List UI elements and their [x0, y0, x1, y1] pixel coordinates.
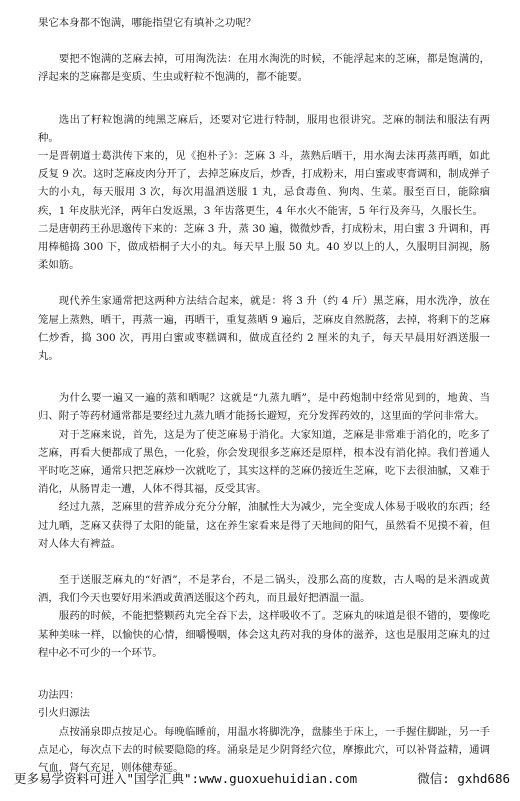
paragraph-10: 至于送服芝麻丸的“好酒”，不是茅台，不是二锅头，没那么高的度数，古人喝的是米酒或黄酒，我们今天也要好用米酒或黄酒送服这个药丸，而且最好把酒温一温。 [38, 574, 490, 605]
paragraph-2: 要把不饱满的芝麻去掉，可用淘洗法：在用水淘洗的时候，不能浮起来的芝麻，都是饱满的，浮起来的芝麻都是变质、生虫或籽粒不饱满的，都不能要。 [38, 53, 490, 84]
paragraph-1: 果它本身都不饱满，哪能指望它有填补之功呢？ [38, 17, 257, 29]
document-page [38, 14, 490, 777]
paragraph-5: 二是唐朝药王孙思邈传下来的：芝麻 3 升，蒸 30 遍，微微炒香，打成粉末，用白蜜 3 升调和，再用棒槌捣 300 下，做成梧桐子大小的丸。每天早上服 50 丸。40 岁以上的人，久服明目洞视，肠柔如筋。 [38, 222, 490, 272]
footer-left-text: 更多易学资料可进入"国学汇典":www.guoxuehuidian.com [14, 771, 358, 786]
paragraph-12: 点按涌泉即点按足心。每晚临睡前，用温水将脚洗净，盘膝坐于床上，一手握住脚趾，另一手点足心，每次点下去的时候要隐隐的疼。涌泉是足少阴肾经穴位，摩擦此穴，可以补肾益精，通调气血，肾气充足，则体健寿延。 [38, 725, 490, 774]
paragraph-3: 选出了籽粒饱满的纯黑芝麻后，还要对它进行特制，服用也很讲究。芝麻的制法和服法有两种。 [38, 113, 490, 144]
footer-right-text: 微信: gxhd686 [417, 771, 510, 786]
section-subheading: 引火归源法 [38, 707, 90, 720]
spacer [38, 662, 490, 686]
spacer [38, 274, 490, 292]
paragraph-4: 一是晋朝道士葛洪传下来的，见《抱朴子》：芝麻 3 斗，蒸熟后晒干，用水淘去沫再蒸再晒，如此反复 9 次。这时芝麻皮肉分开了，去掉芝麻皮后，炒香，打成粉末，用白蜜或枣膏调和，制成弹子大的小丸，每天服用 3 次，每次用温酒送服 1 丸，忌食毒鱼、狗肉、生菜。服至百日，能除痼疾，1 年皮肤光泽，两年白发返黑，3 年齿落更生，4 年水火不能害，5 年行及奔马，久服长生。 [38, 150, 490, 217]
spacer [38, 87, 490, 111]
paragraph-6: 现代养生家通常把这两种方法结合起来，就是：将 3 升（约 4 斤）黑芝麻，用水洗净，放在笼屉上蒸熟，晒干，再蒸一遍，再晒干，重复蒸晒 9 遍后，芝麻皮自然脱落，去掉，将剩下的芝麻仁炒香，捣 300 次，再用白蜜或枣糕调和，做成直径约 2 厘米的丸子，每天早晨用好酒送服一丸。 [38, 295, 490, 363]
paragraph-7: 为什么要一遍又一遍的蒸和晒呢？这就是“九蒸九晒”，是中药炮制中经常见到的，地黄、当归、附子等药材通常都是要经过九蒸九晒才能扬长避短，充分发挥药效的，这里面的学问非常大。 [38, 392, 490, 423]
paragraph-8: 对于芝麻来说，首先，这是为了使芝麻易于消化。大家知道，芝麻是非常难于消化的，吃多了芝麻，再看大便都成了黑色，一化验，你会发现很多芝麻还是原样，根本没有消化掉。我们普通人平时吃芝麻，通常只把芝麻炒一次就吃了，其实这样的芝麻仍接近生芝麻，吃下去很油腻，又难于消化，从肠胃走一遭，人体不得其福，反受其害。 [38, 428, 490, 496]
spacer [38, 553, 490, 571]
paragraph-11: 服药的时候，不能把整颗药丸完全吞下去，这样吸收不了。芝麻丸的味道是很不错的，要像吃某种美味一样，以愉快的心情，细嚼慢咽，体会这丸药对我的身体的滋养，这也是服用芝麻丸的过程中必不可少的一个环节。 [38, 610, 490, 659]
paragraph-9: 经过九蒸，芝麻里的营养成分充分分解，油腻性大为减少，完全变成人体易于吸收的东西；经过九晒，芝麻又获得了太阳的能量，这在养生家看来是得了天地间的阳气，虽然看不见摸不着，但对人体大有裨益。 [38, 501, 490, 550]
spacer [38, 32, 490, 50]
spacer [38, 365, 490, 389]
footer [14, 768, 510, 790]
section-heading: 功法四： [38, 689, 80, 702]
